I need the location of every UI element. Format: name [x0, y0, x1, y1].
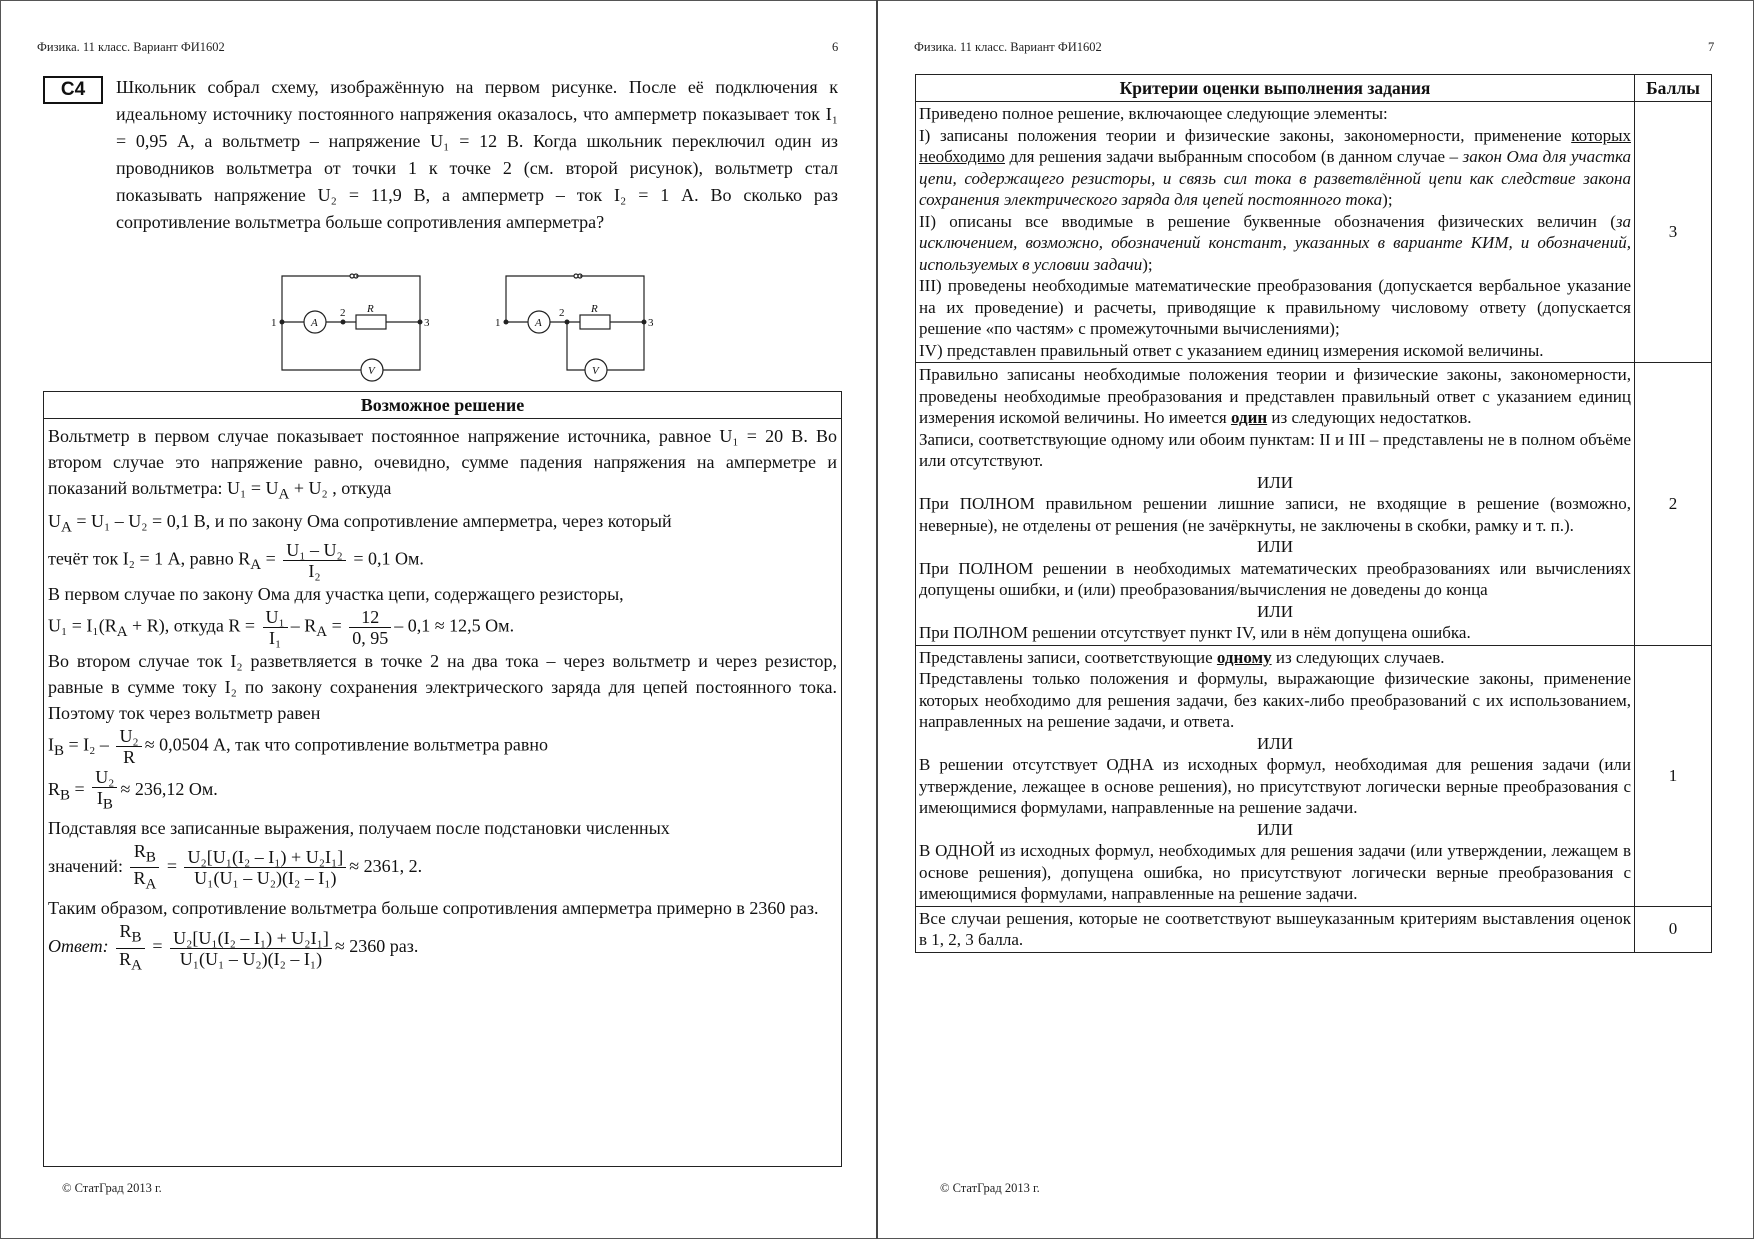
solution-answer: Ответ: $\frac{R_B}{R_A}$ = $\frac{\text{U₂[U₁(I₂ – I₁) + U₂I₁]}}{\text{U₁(U₁ – U₂)(I₂ – I₁)}}$ ≈ 2360 раз. — [48, 920, 419, 974]
solution-box — [43, 391, 842, 1167]
circuit-diagrams — [260, 266, 680, 386]
left-page-number: 6 — [832, 40, 839, 54]
solution-p10: значений: $\frac{R_B}{R_A}$ = $\frac{\text{U₂[U₁(I₂ – I₁) + U₂I₁]}}{\text{U₁(U₁ – U₂)(I₂ – I₁)}}$ ≈ 2361, 2. — [48, 840, 423, 893]
right-page-number: 7 — [1708, 40, 1715, 54]
solution-p9: Подставляя все записанные выражения, получаем после подстановки численных — [48, 817, 670, 838]
score-2: 2 — [1635, 363, 1712, 646]
criteria-row-2 — [916, 363, 1712, 646]
criteria-row-0 — [916, 906, 1712, 952]
task-label: С4 — [43, 76, 103, 104]
criteria-table — [915, 74, 1712, 953]
right-page-header: Физика. 11 класс. Вариант ФИ1602 — [914, 40, 1102, 54]
c2-node-1: 1 — [495, 317, 501, 329]
c2-voltmeter-label: V — [592, 365, 599, 377]
page-divider — [876, 0, 878, 1239]
c2-ammeter-label: A — [535, 317, 542, 329]
left-page-footer: © СтатГрад 2013 г. — [62, 1181, 162, 1195]
resistor-2 — [580, 315, 610, 329]
criteria-text-0: Все случаи решения, которые не соответствуют вышеуказанным критериям выставления оценок в 1, 2, 3 балла. — [916, 906, 1635, 952]
left-page-header: Физика. 11 класс. Вариант ФИ1602 — [37, 40, 225, 54]
c2-node-3: 3 — [648, 317, 654, 329]
score-1: 1 — [1635, 645, 1712, 906]
c1-node-1: 1 — [271, 317, 277, 329]
solution-p1: Вольтметр в первом случае показывает постоянное напряжение источника, равное U₁ = 20 В. Во втором случае это напряжение равно, очевидно, сумме падения напряжения на амперметре и показаний вольтметра: $U_1 = U_A + U_2$ , откуда — [48, 426, 837, 503]
circuit-2 — [506, 274, 644, 381]
solution-p2: $U_A = U_1 - U_2 = 0,1$ В, и по закону Ома сопротивление амперметра, через который — [48, 510, 672, 536]
solution-p8: $R_B$ = $\frac{\text{U₂}}{I_B}$ ≈ 236,12 Ом. — [48, 767, 218, 813]
criteria-text-2: Правильно записаны необходимые положения теории и физические законы, закономерности, проведены необходимые преобразования и представлен правильный ответ с указанием единиц измерения искомой величины. Но имеется один из следующих недостатков. Записи, соответствующие одному или обоим пунктам: II и III – представлены не в полном объёме или отсутствуют. ИЛИ При ПОЛНОМ правильном решении лишние записи, не входящие в решение (возможно, неверные), не отделены от решения (не зачёркнуты, не заключены в скобки, рамку и т. п.). ИЛИ При ПОЛНОМ решении в необходимых математических преобразованиях или вычислениях допущены ошибки, и (или) преобразования/вычисления не доведены до конца ИЛИ При ПОЛНОМ решении отсутствует пункт IV, или в нём допущена ошибка. — [916, 363, 1635, 646]
right-page-footer: © СтатГрад 2013 г. — [940, 1181, 1040, 1195]
c2-resistor-label: R — [591, 303, 598, 315]
c1-ammeter-label: A — [311, 317, 318, 329]
criteria-row-3 — [916, 102, 1712, 363]
criteria-column-header: Критерии оценки выполнения задания — [916, 75, 1635, 102]
solution-p11: Таким образом, сопротивление вольтметра больше сопротивления амперметра примерно в 2360 раз. — [48, 897, 819, 918]
circuit-1 — [282, 274, 420, 381]
c1-resistor-label: R — [367, 303, 374, 315]
criteria-text-3: Приведено полное решение, включающее следующие элементы: I) записаны положения теории и физические законы, закономерности, применение которых необходимо для решения задачи выбранным способом (в данном случае – закон Ома для участка цепи, содержащего резисторы, и связь сил тока в разветвлённой цепи как следствие закона сохранения электрического заряда для цепей постоянного тока); II) описаны все вводимые в решение буквенные обозначения физических величин (за исключением, возможно, обозначений констант, указанных в варианте КИМ, и обозначений, используемых в условии задачи); III) проведены необходимые математические преобразования (допускается вербальное указание на их проведение) и расчеты, приводящие к правильному числовому ответу (допускается решение «по частям» с промежуточными вычислениями); IV) представлен правильный ответ с указанием единиц измерения искомой величины. — [916, 102, 1635, 363]
solution-body — [44, 419, 841, 975]
task-text: Школьник собрал схему, изображённую на первом рисунке. После её подключения к идеальному источнику постоянного напряжения оказалось, что амперметр показывает ток I₁ = 0,95 А, а вольтметр – напряжение U₁ = 12 В. Когда школьник переключил один из проводников вольтметра от точки 1 к точке 2 (см. второй рисунок), вольтметр стал показывать напряжение U₂ = 11,9 В, а амперметр – ток I₂ = 1 А. Во сколько раз сопротивление вольтметра больше сопротивления амперметра? — [116, 77, 838, 232]
score-3: 3 — [1635, 102, 1712, 363]
solution-p7: $I_B = I_2$ – $\frac{\text{U₂}}{R}$ ≈ 0,0504 А, так что сопротивление вольтметра равно — [48, 726, 549, 768]
score-0: 0 — [1635, 906, 1712, 952]
score-column-header: Баллы — [1635, 75, 1712, 102]
solution-title: Возможное решение — [44, 392, 841, 419]
resistor-1 — [356, 315, 386, 329]
criteria-header-row — [916, 75, 1712, 102]
c2-node-2: 2 — [559, 307, 565, 319]
c1-node-3: 3 — [424, 317, 430, 329]
solution-p5: $U_1 = I_1(R_A + R)$, откуда R = $\frac{\text{U₁}}{\text{I₁}}$ – $R_A$ = $\frac{12}{0, 95}$ – 0,1 ≈ 12,5 Ом. — [48, 607, 515, 649]
criteria-text-1: Представлены записи, соответствующие одному из следующих случаев. Представлены только положения и формулы, выражающие физические законы, применение которых необходимо для решения задачи, без каких-либо преобразований с их использованием, направленных на решение задачи, и ответа. ИЛИ В решении отсутствует ОДНА из исходных формул, необходимая для решения задачи (или утверждение, лежащее в основе решения), но присутствуют логически верные преобразования с имеющимися формулами, направленные на решение задачи. ИЛИ В ОДНОЙ из исходных формул, необходимых для решения задачи (или утверждении, лежащем в основе решения), допущена ошибка, но присутствуют логически верные преобразования с имеющимися формулами, направленные на решение задачи. — [916, 645, 1635, 906]
solution-p4: В первом случае по закону Ома для участка цепи, содержащего резисторы, — [48, 584, 624, 605]
solution-p6: Во втором случае ток I₂ разветвляется в точке 2 на два тока – через вольтметр и через резистор, равные в сумме току I₂ по закону сохранения электрического заряда для цепей постоянного тока. Поэтому ток через вольтметр равен — [48, 651, 837, 724]
criteria-row-1 — [916, 645, 1712, 906]
c1-voltmeter-label: V — [368, 365, 375, 377]
solution-p3: течёт ток I₂ = 1 А, равно $R_A$ = $\frac{\text{U₁ – U₂}}{\text{I₂}}$ = 0,1 Ом. — [48, 540, 424, 582]
c1-node-2: 2 — [340, 307, 346, 319]
